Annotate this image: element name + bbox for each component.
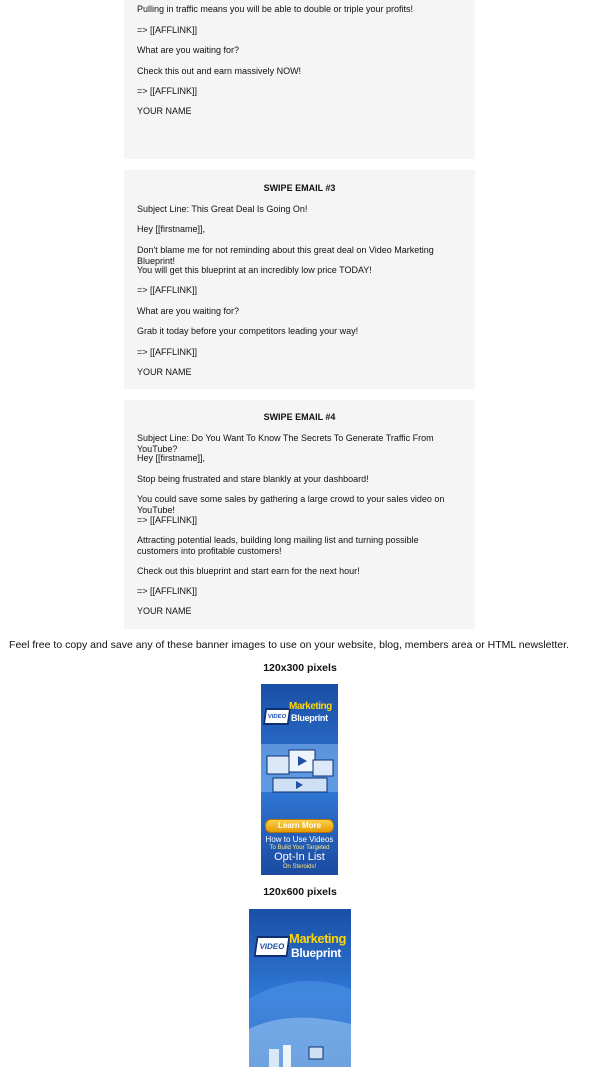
card-line: Check this out and earn massively NOW!: [137, 66, 302, 76]
banner-text-line: On Steroids!: [282, 864, 317, 870]
card-line: You will get this blueprint at an incredibly low price TODAY!: [137, 265, 372, 275]
logo-marketing-text: Marketing: [289, 701, 332, 712]
card-line: What are you waiting for?: [137, 306, 240, 316]
card-line: YOUR NAME: [137, 106, 192, 116]
card-line: Pulling in traffic means you will be able to double or triple your profits!: [137, 4, 413, 14]
banner-size-label: 120x600 pixels: [263, 886, 337, 898]
card-line: => [[AFFLINK]]: [137, 347, 198, 357]
card-line: => [[AFFLINK]]: [137, 25, 198, 35]
banner-120x600[interactable]: [249, 909, 351, 1067]
card-line: You could save some sales by gathering a large crowd to your sales video on YouTube!: [137, 494, 445, 515]
swipe-email-card-3: [124, 170, 475, 389]
card-line: YOUR NAME: [137, 606, 192, 616]
card-line: Subject Line: Do You Want To Know The Secrets To Generate Traffic From YouTube?: [137, 433, 434, 454]
banner-size-label: 120x300 pixels: [263, 662, 337, 674]
card-line: What are you waiting for?: [137, 45, 240, 55]
card-title: SWIPE EMAIL #4: [263, 412, 336, 422]
video-logo-box: VIDEO: [263, 708, 291, 725]
card-line: Check out this blueprint and start earn for the next hour!: [137, 566, 360, 576]
card-line: Hey [[firstname]],: [137, 224, 206, 234]
banner-text-line: How to Use Videos: [265, 835, 334, 844]
banner-120x300[interactable]: [261, 684, 338, 875]
card-line: Hey [[firstname]],: [137, 453, 206, 463]
banner-text-line: To Build Your Targeted: [269, 845, 330, 851]
video-logo-box: VIDEO: [254, 936, 291, 957]
learn-more-button[interactable]: Learn More: [265, 819, 334, 833]
screens-graphic: [261, 734, 338, 814]
swipe-email-card-2: [124, 0, 475, 159]
card-line: Attracting potential leads, building long mailing list and turning possible customers into profitable customers!: [137, 535, 419, 556]
logo-blueprint-text: Blueprint: [291, 946, 341, 960]
logo-blueprint-text: Blueprint: [291, 713, 328, 723]
banner-wave-graphic: [249, 969, 351, 1067]
card-line: Subject Line: This Great Deal Is Going On!: [137, 204, 308, 214]
card-line: => [[AFFLINK]]: [137, 86, 198, 96]
card-line: Grab it today before your competitors leading your way!: [137, 326, 359, 336]
card-line: => [[AFFLINK]]: [137, 515, 198, 525]
banner-text-line: Opt-In List: [274, 851, 325, 863]
card-line: => [[AFFLINK]]: [137, 586, 198, 596]
card-line: YOUR NAME: [137, 367, 192, 377]
card-line: Stop being frustrated and stare blankly at your dashboard!: [137, 474, 369, 484]
banner-intro-text: Feel free to copy and save any of these banner images to use on your website, blog, members area or HTML newsletter.: [9, 639, 569, 651]
swipe-email-card-4: [124, 400, 475, 629]
card-line: Don't blame me for not reminding about this great deal on Video Marketing Blueprint!: [137, 245, 434, 266]
card-line: => [[AFFLINK]]: [137, 285, 198, 295]
logo-marketing-text: Marketing: [289, 931, 346, 946]
card-title: SWIPE EMAIL #3: [263, 183, 336, 193]
